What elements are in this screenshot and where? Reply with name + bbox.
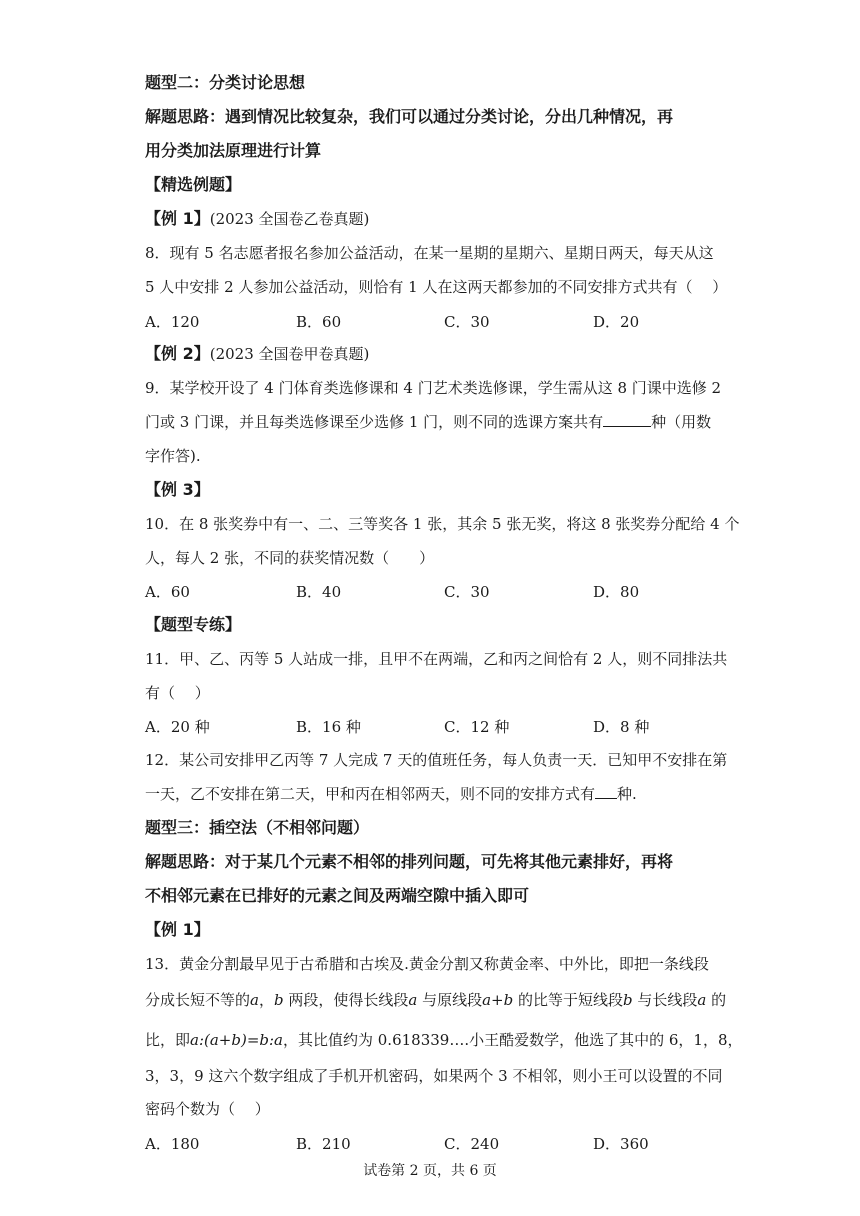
question-12-line2-text: 一天，乙不安排在第二天，甲和丙在相邻两天，则不同的安排方式有 [145, 785, 596, 803]
question-9-line3: 字作答). [145, 447, 201, 465]
question-13-option-d: D．360 [593, 1135, 649, 1153]
question-11-option-c: C．12 种 [444, 718, 510, 736]
practice-header: 【题型专练】 [145, 615, 242, 634]
question-11-line2: 有（ ） [145, 684, 210, 702]
math-a: a [250, 991, 259, 1009]
question-8-option-b: B．60 [296, 313, 342, 331]
text: 比，即 [145, 1031, 191, 1049]
question-10-option-a: A．60 [145, 583, 190, 601]
answer-blank [595, 784, 617, 799]
example-1-heading [145, 209, 369, 229]
question-8-option-d: D．20 [593, 313, 640, 331]
question-13-option-a: A．180 [145, 1135, 200, 1153]
math-a-plus-b: a+b [482, 991, 514, 1009]
question-12-line2 [145, 784, 637, 804]
question-8-option-a: A．120 [145, 313, 200, 331]
text: ， [258, 991, 274, 1009]
selected-examples-header: 【精选例题】 [145, 175, 242, 194]
question-11-line1: 11．甲、乙、丙等 5 人站成一排，且甲不在两端，乙和丙之间恰有 2 人，则不同排法共 [145, 650, 728, 668]
question-13-option-b: B．210 [296, 1135, 351, 1153]
question-13-line5: 密码个数为（ ） [145, 1100, 270, 1118]
answer-blank [603, 412, 651, 427]
example-2-heading [145, 344, 369, 364]
example-1-source: (2023 全国卷乙卷真题) [209, 210, 370, 228]
example-2-source: (2023 全国卷甲卷真题) [209, 345, 370, 363]
page-footer: 试卷第 2 页，共 6 页 [363, 1163, 497, 1179]
question-8-line2: 5 人中安排 2 人参加公益活动，则恰有 1 人在这两天都参加的不同安排方式共有（ ） [145, 278, 728, 296]
text: 的 [706, 991, 727, 1009]
question-10-option-c: C．30 [444, 583, 490, 601]
question-9-line2 [145, 412, 711, 432]
text: 的比等于短线段 [513, 991, 624, 1009]
question-11-option-d: D．8 种 [593, 718, 650, 736]
math-a: a [408, 991, 418, 1009]
math-b: b [273, 991, 284, 1009]
question-10-option-d: D．80 [593, 583, 640, 601]
question-9-line2-tail: 种（用数 [651, 413, 712, 431]
section-2-idea-line2: 用分类加法原理进行计算 [145, 141, 322, 160]
question-13-line3 [145, 1030, 743, 1050]
section-2-idea-line1: 解题思路：遇到情况比较复杂，我们可以通过分类讨论，分出几种情况，再 [145, 107, 674, 126]
question-10-line1: 10．在 8 张奖券中有一、二、三等奖各 1 张，其余 5 张无奖，将这 8 张奖券分配给 4 个 [145, 515, 740, 533]
section-3-title: 题型三：插空法（不相邻问题） [145, 818, 370, 837]
section-2-title: 题型二：分类讨论思想 [145, 73, 306, 92]
example-3-label: 【例 3】 [145, 480, 210, 499]
question-11-option-b: B．16 种 [296, 718, 361, 736]
text: 与长线段 [632, 991, 698, 1009]
question-9-line1: 9．某学校开设了 4 门体育类选修课和 4 门艺术类选修课，学生需从这 8 门课中选修 2 [145, 379, 722, 397]
question-13-line1: 13．黄金分割最早见于古希腊和古埃及.黄金分割又称黄金率、中外比，即把一条线段 [145, 955, 709, 973]
section-3-example-label: 【例 1】 [145, 920, 210, 939]
text: 分成长短不等的 [145, 991, 251, 1009]
section-3-idea-line2: 不相邻元素在已排好的元素之间及两端空隙中插入即可 [145, 886, 530, 905]
math-a: a [697, 991, 707, 1009]
question-10-line2: 人，每人 2 张，不同的获奖情况数（ ） [145, 549, 435, 567]
text: 与原线段 [417, 991, 483, 1009]
question-8-line1: 8．现有 5 名志愿者报名参加公益活动，在某一星期的星期六、星期日两天，每天从这 [145, 244, 714, 262]
question-11-option-a: A．20 种 [145, 718, 210, 736]
question-8-option-c: C．30 [444, 313, 490, 331]
question-9-line2-text: 门或 3 门课，并且每类选修课至少选修 1 门，则不同的选课方案共有 [145, 413, 604, 431]
golden-ratio-formula: a:(a+b)=b:a [190, 1031, 283, 1049]
question-10-option-b: B．40 [296, 583, 342, 601]
math-b: b [623, 991, 633, 1009]
question-13-line4: 3，3，9 这六个数字组成了手机开机密码，如果两个 3 不相邻，则小王可以设置的不同 [145, 1067, 723, 1085]
question-13-line2 [145, 990, 726, 1010]
example-2-label: 【例 2】 [145, 344, 210, 363]
section-3-idea-line1: 解题思路：对于某几个元素不相邻的排列问题，可先将其他元素排好，再将 [145, 852, 674, 871]
question-12-line2-tail: 种. [617, 785, 637, 803]
text: 两段，使得长线段 [283, 991, 409, 1009]
question-12-line1: 12．某公司安排甲乙丙等 7 人完成 7 天的值班任务，每人负责一天．已知甲不安排在第 [145, 751, 728, 769]
example-1-label: 【例 1】 [145, 209, 210, 228]
text: ，其比值约为 0.618339….小王酷爱数学，他选了其中的 6，1，8， [283, 1031, 743, 1049]
question-13-option-c: C．240 [444, 1135, 500, 1153]
